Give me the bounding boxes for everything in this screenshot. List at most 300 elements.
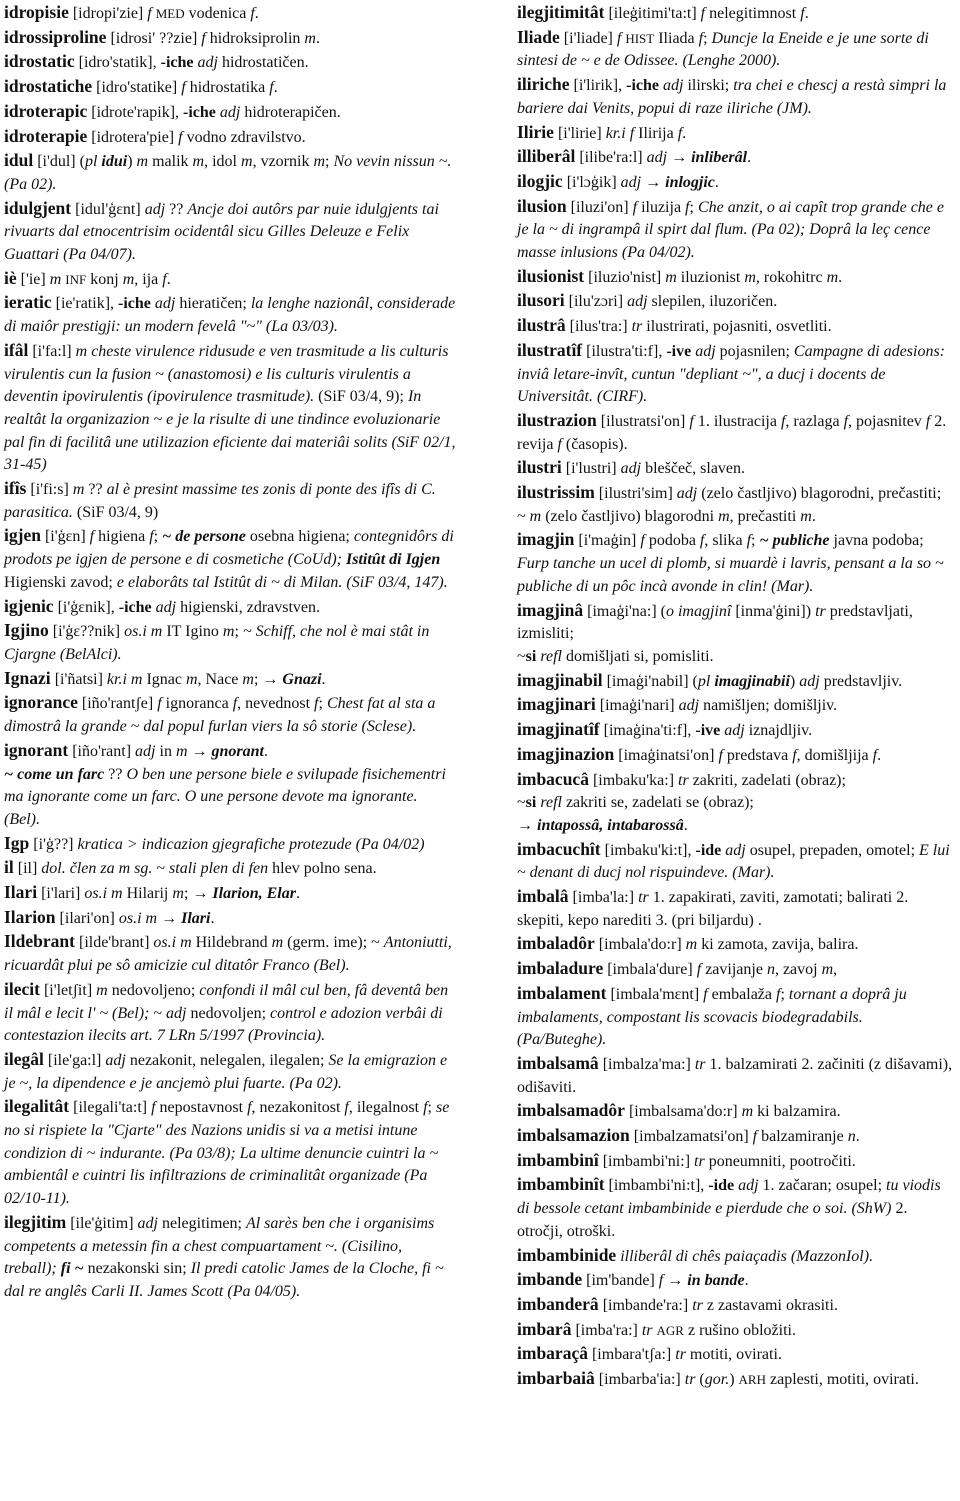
body-text: .	[273, 79, 278, 97]
headword: ilusori	[517, 290, 565, 311]
italic-text: adj	[155, 598, 177, 616]
headword: Ignazi	[4, 667, 51, 688]
italic-text: m	[241, 153, 253, 171]
italic-text: E lui ~ denant di ducj nol rispuindeve. (Mar).	[517, 841, 950, 882]
dictionary-entry	[517, 314, 955, 339]
italic-text: Furp tanche un ucel di plomb, si muardè i lavris, pensant a la so ~ publiche di un pôc incà avonde in clin! (Mar).	[517, 555, 944, 595]
body-text: malik	[148, 153, 193, 171]
body-text: .	[714, 173, 719, 191]
dictionary-entry	[4, 739, 456, 764]
body-text: .	[682, 124, 687, 142]
dictionary-entry	[4, 978, 456, 1048]
body-text: (SiF 03/4, 9)	[72, 503, 159, 521]
headword: Ilirie	[517, 121, 554, 142]
bold-italic-text: ~ de persone	[162, 528, 246, 546]
label-abbrev: MED	[155, 6, 185, 21]
italic-text: cheste virulence ridusude e ven trasmitude a lis culturis virulentis cun la fusion ~ (anastomosi) e lis culturis virulentis a deventin ipovirulentis (ipovirulence trasmitude).	[4, 342, 449, 406]
italic-text: adj	[137, 1214, 158, 1232]
bold-text: -iche	[626, 77, 660, 95]
body-text: ?	[95, 481, 107, 499]
body-text: →	[663, 1272, 688, 1290]
headword: imbaraçâ	[517, 1343, 588, 1364]
italic-text: Se la emigrazion e je ~, la dipendence e je ancjemò plui fuarte. (Pa 02).	[4, 1051, 448, 1092]
italic-text: f	[616, 29, 622, 47]
body-text: [ileģitimi'ta:t]	[604, 5, 701, 22]
bold-text: -iche	[160, 54, 194, 72]
body-text: ;	[689, 198, 698, 216]
body-text: vodenica	[184, 5, 251, 22]
italic-text: f	[149, 528, 154, 546]
body-text: iluzionist	[676, 268, 745, 286]
headword: ifîs	[4, 478, 27, 499]
body-text: ilustrirati, pojasniti, osvetliti.	[642, 318, 832, 336]
body-text: ['ie]	[16, 270, 50, 288]
dictionary-entry	[517, 1318, 955, 1343]
body-text: nedovoljeno;	[107, 981, 200, 999]
body-text: [imbaku'ki:t],	[600, 841, 696, 859]
body-text: predstava	[722, 746, 793, 764]
bold-italic-text: idui	[101, 153, 128, 171]
bold-text: -ive	[666, 342, 692, 360]
italic-text: f	[157, 695, 162, 713]
dictionary-entry	[517, 1268, 955, 1293]
body-text: .	[321, 670, 326, 688]
italic-text: f	[181, 79, 186, 97]
body-text: 2. otročji, otroški.	[517, 1200, 908, 1240]
italic-text: adj	[724, 722, 745, 740]
body-text: ;	[325, 153, 334, 171]
body-text: [ilde'brant]	[74, 934, 154, 952]
italic-text: f	[925, 412, 931, 430]
body-text: →	[667, 149, 692, 167]
body-text: [il]	[13, 860, 42, 878]
dictionary-entry	[517, 1052, 955, 1099]
headword: imbambinide	[517, 1244, 617, 1265]
body-text: ~	[149, 1004, 167, 1022]
body-text: [i'lirik],	[569, 77, 627, 95]
body-text: [imbala'do:r]	[594, 936, 686, 954]
italic-text: m	[304, 29, 316, 47]
body-text: .	[747, 149, 752, 167]
body-text: , ija	[134, 270, 163, 288]
body-text: zavijanje	[701, 961, 767, 979]
body-text: )	[729, 1371, 739, 1389]
body-text: embalaža	[707, 985, 776, 1003]
bold-italic-text: inliberâl	[691, 149, 748, 167]
dictionary-entry	[4, 291, 456, 338]
body-text: [i'dul] (	[33, 153, 85, 171]
bold-italic-text: Ilari	[181, 909, 211, 927]
body-text: ?zie]	[166, 29, 202, 47]
bold-text: -ide	[695, 841, 722, 859]
dictionary-entry	[517, 73, 955, 120]
body-text: [idro'statike]	[92, 79, 182, 97]
body-text: .	[254, 5, 259, 22]
italic-text: adj	[135, 742, 156, 760]
body-text: 1. zapakirati, zaviti, zamotati; balirati 2. skepiti, kepo narediti 3. (pri biljardu) .	[517, 889, 909, 929]
body-text: Hilarij	[122, 885, 173, 903]
dictionary-entry	[517, 409, 955, 456]
body-text: ;	[318, 695, 327, 713]
italic-text: f	[423, 1099, 428, 1117]
dictionary-entry	[4, 930, 456, 977]
italic-text: refl	[540, 794, 562, 812]
headword: igjenic	[4, 595, 54, 616]
italic-text: m	[75, 342, 88, 360]
bold-italic-text: in bande	[687, 1272, 745, 1290]
headword: idropisie	[4, 2, 69, 22]
bold-italic-text: fi ~	[60, 1260, 84, 1278]
body-text: ~	[152, 860, 170, 878]
body-text: [i'ģɛ?	[48, 623, 88, 641]
italic-text: f	[162, 270, 167, 288]
italic-text: kr.i f	[605, 124, 635, 142]
italic-text: adj	[725, 841, 746, 859]
body-text: .	[683, 816, 688, 834]
dictionary-entry	[4, 856, 456, 881]
italic-text: m	[175, 742, 188, 760]
headword: Ildebrant	[4, 931, 75, 952]
headword: imbalsamazion	[517, 1125, 630, 1146]
body-text: ;	[703, 29, 712, 47]
body-text: [ilustratsi'on]	[596, 412, 690, 430]
italic-text: f	[178, 128, 183, 146]
bold-italic-text: intapossâ, intabarossâ	[537, 816, 684, 834]
italic-text: f	[247, 1099, 252, 1117]
italic-text: tr	[694, 1055, 706, 1073]
italic-text: gor.	[704, 1371, 730, 1389]
dictionary-entry	[4, 26, 456, 51]
italic-text: Antoniutti, ricuardât plui pe sô amicizie cul ditatôr Franco (Bel).	[4, 934, 452, 975]
body-text: konj	[86, 270, 123, 288]
italic-text: f	[151, 1099, 156, 1117]
label-abbrev: HIST	[625, 30, 655, 46]
bold-italic-text: Ilarion, Elar	[212, 885, 296, 903]
body-text: ;	[234, 623, 243, 641]
headword: idroterapie	[4, 125, 88, 146]
body-text: (SiF 03/4, 9);	[314, 388, 408, 406]
italic-text: al è presint massime tes zonis di ponte des ifîs di C. parasitica.	[4, 481, 436, 521]
body-text: motiti, ovirati.	[685, 1346, 782, 1364]
body-text: pojasnilen;	[715, 342, 794, 360]
italic-text: m	[49, 270, 62, 288]
dictionary-entry	[517, 885, 955, 932]
body-text: Hildebrand	[191, 934, 272, 952]
body-text: predstavljiv.	[819, 672, 903, 690]
italic-text: f	[843, 412, 849, 430]
body-text: [ilegali'ta:t]	[69, 1099, 152, 1117]
italic-text: f	[147, 5, 152, 22]
italic-text: tra chei e chescj a restà simpri la bariere dai Venits, popui di raze iliriche (JM).	[517, 77, 947, 117]
headword: illiberâl	[517, 146, 576, 167]
body-text: ?	[104, 765, 116, 783]
body-text: higienski, zdravstven.	[176, 598, 321, 616]
right-column	[517, 1, 955, 1392]
body-text: [ie'ratik],	[51, 295, 119, 313]
body-text: nezakonit, nelegalen, ilegalen;	[125, 1051, 329, 1069]
dictionary-entry	[4, 149, 456, 196]
body-text: ~	[517, 507, 530, 525]
italic-text: adj	[646, 149, 668, 167]
italic-text: m	[741, 1103, 754, 1121]
dictionary-entry	[517, 743, 955, 768]
body-text: [imaģinatsi'on]	[614, 746, 719, 764]
dictionary-entry	[517, 932, 955, 957]
headword: il	[4, 857, 14, 878]
headword: iè	[4, 267, 17, 288]
body-text: [imbambi'ni:]	[598, 1152, 695, 1170]
body-text: [i'ģ?	[29, 835, 62, 853]
headword: idroterapic	[4, 100, 88, 121]
italic-text: m	[122, 270, 135, 288]
italic-text: m	[800, 507, 812, 525]
italic-text: f	[699, 532, 705, 550]
headword: idulgjent	[4, 197, 72, 218]
italic-text: tornant a doprâ ju imbalaments, compostant lis scovacis biodegradabils. (Pa/Buteghe).	[517, 985, 907, 1049]
italic-text: adj	[627, 293, 648, 311]
italic-text: se no si rispiete la "Cjarte" des Nazions unidis si va a metisi intune condizion di ~ indurante. (Pa 03/8); La ultime denuncie cuintri la ~ ambientâl e cuintri lis infiltrazions de criminalitât organizade (Pa 02/10-11).	[4, 1099, 450, 1208]
italic-text: tu viodis di bessole cetant imbambinide e pierdude che o soi. (ShW)	[517, 1177, 941, 1218]
italic-text: m	[821, 961, 834, 979]
italic-text: Che anzit, o ai capît trop grande che e je la ~ di ingrampâ il spirt dal flum. (Pa 02); Doprâ la leç cence masse inlusions (Pa 04/02).	[517, 198, 944, 262]
body-text: , prečastiti	[729, 507, 801, 525]
italic-text: os.i m	[124, 623, 163, 641]
label-abbrev: INF	[65, 271, 87, 287]
bold-text: -ide	[708, 1177, 735, 1195]
headword: ilusionist	[517, 265, 585, 286]
body-text: ki balzamira.	[753, 1103, 841, 1121]
dictionary-entry	[517, 718, 955, 743]
dictionary-entry	[517, 339, 955, 409]
body-text: [imbalsama'do:r]	[624, 1103, 742, 1121]
italic-text: adj	[105, 1051, 126, 1069]
body-text: .	[877, 746, 882, 764]
dictionary-entry	[517, 121, 955, 146]
italic-text: m	[72, 481, 85, 499]
italic-text: tr	[638, 889, 649, 907]
italic-text: f	[232, 695, 238, 713]
italic-text: adj	[678, 697, 700, 715]
headword: ifâl	[4, 339, 29, 360]
bold-text: -iche	[118, 295, 151, 313]
headword: imbanderâ	[517, 1293, 599, 1314]
body-text: [ilu'zɔri]	[564, 293, 628, 311]
headword: imbacuchît	[517, 838, 601, 859]
italic-text: o imagjinî	[665, 602, 732, 620]
body-text: Higienski zavod;	[4, 573, 117, 591]
dictionary-entry	[4, 75, 456, 100]
body-text: domišljati si, pomisliti.	[561, 647, 714, 665]
italic-text: refl	[540, 647, 562, 665]
body-text: nepostavnost	[155, 1099, 248, 1117]
italic-text: adj	[197, 54, 218, 72]
italic-text: f	[872, 746, 878, 764]
body-text: [i'lari]	[37, 885, 85, 903]
body-text: [imbande'ra:]	[598, 1296, 693, 1314]
body-text: zakriti, zadelati (obraz);	[688, 771, 846, 789]
body-text: [ilibe'ra:l]	[575, 149, 647, 167]
body-text: [iluzio'nist]	[584, 268, 666, 286]
body-text: [imaģi'na:] (	[583, 602, 666, 620]
body-text: [idro'statik],	[74, 54, 161, 72]
dictionary-entry	[517, 1367, 955, 1392]
body-text: [im'bande]	[582, 1272, 659, 1290]
body-text: hlev polno sena.	[268, 860, 377, 878]
body-text: ilirski;	[683, 77, 734, 95]
body-text: [imaģi'nabil] (	[602, 672, 698, 690]
dictionary-entry	[517, 599, 955, 646]
body-text: hidrostatika	[185, 79, 270, 97]
headword: imbaladure	[517, 958, 604, 979]
headword: imbambinît	[517, 1174, 605, 1195]
body-text: (zelo častljivo) blagorodni	[541, 507, 719, 525]
body-text: Ilirija	[634, 124, 678, 142]
body-text: Iliada	[654, 29, 699, 47]
dictionary-entry	[4, 50, 456, 75]
italic-text: Chest fat al sta a dimostrâ la grande ~ dal popul furlan viers la sô storie (Sclese).	[4, 695, 436, 736]
italic-text: f	[780, 412, 786, 430]
italic-text: adj	[799, 672, 820, 690]
italic-text: f	[632, 198, 638, 216]
body-text: predstavljati, izmisliti;	[517, 602, 913, 643]
italic-text: m	[242, 670, 254, 688]
headword: imbarbaiâ	[517, 1368, 595, 1389]
dictionary-entry	[517, 1124, 955, 1149]
italic-text: kr.i m	[106, 670, 143, 688]
body-text: [idrosi' ?	[106, 29, 167, 47]
headword: imagjinatîf	[517, 719, 600, 740]
body-text: ?	[176, 200, 188, 218]
body-text: hieratičen;	[175, 295, 251, 313]
dictionary-entry	[4, 881, 456, 906]
italic-text: f	[792, 746, 797, 764]
italic-text: stali plen di fen	[169, 860, 269, 878]
body-text: z zastavami okrasiti.	[702, 1296, 838, 1314]
body-text: )	[127, 153, 137, 171]
italic-text: ~ Schiff, che nol è mai stât in Cjargne (BelAlci).	[4, 623, 430, 663]
body-text: [imba'ra:]	[571, 1321, 642, 1339]
italic-text: f	[557, 435, 562, 453]
body-text: hidroksiprolin	[205, 29, 305, 47]
headword: Ilarion	[4, 906, 56, 927]
italic-text: f	[800, 5, 805, 22]
headword: imagjinâ	[517, 599, 584, 620]
body-text: ?]	[61, 835, 78, 853]
dictionary-entry	[517, 528, 955, 598]
italic-text: pl	[697, 672, 715, 690]
body-text: [i'maģin]	[574, 532, 641, 550]
body-text: in	[155, 742, 176, 760]
body-text: [ile'ga:l]	[43, 1051, 106, 1069]
dictionary-entry	[4, 197, 456, 267]
italic-text: confondi il mâl cul ben, fâ deventâ ben il mâl e lecit l' ~ (Bel);	[4, 981, 449, 1022]
italic-text: In realtât la organizazion ~ e je la risulte di une tindince evoluzionarie pal fin di facilitâ une utilizazion eficiente dai materiâi solits (SiF 02/1, 31-45)	[4, 388, 456, 474]
body-text: ?nik]	[87, 623, 125, 641]
headword: ilustratîf	[517, 339, 583, 360]
italic-text: adj	[620, 173, 642, 191]
italic-text: adj	[695, 342, 716, 360]
body-text: osupel, prepaden, omotel;	[745, 841, 920, 859]
dictionary-entry	[4, 125, 456, 150]
headword: imbalsamadôr	[517, 1100, 625, 1121]
body-text: ;	[427, 1099, 436, 1117]
body-text: [i'liade]	[559, 29, 617, 47]
body-text: nedovoljen;	[186, 1004, 271, 1022]
italic-text: m	[96, 981, 108, 999]
italic-text: tr	[675, 1346, 686, 1364]
dictionary-entry	[517, 26, 955, 73]
italic-text: tr	[694, 1152, 705, 1170]
body-text: [idrotera'pie]	[87, 128, 179, 146]
headword: imbalsamâ	[517, 1052, 599, 1073]
dictionary-entry	[517, 1173, 955, 1243]
body-text: .	[744, 1272, 749, 1290]
body-text: [ilustri'sim]	[594, 485, 677, 503]
body-text: →	[157, 909, 182, 927]
dictionary-entry	[517, 1, 955, 26]
body-text: iznajdljiv.	[744, 722, 813, 740]
dictionary-entry	[517, 456, 955, 481]
body-text: namišljen; domišljiv.	[699, 697, 838, 715]
headword: ilegâl	[4, 1048, 44, 1069]
headword: imbande	[517, 1269, 583, 1290]
italic-text: tr	[631, 318, 643, 336]
italic-text: f	[250, 5, 255, 22]
italic-text: m	[271, 934, 284, 952]
italic-text: adj	[676, 485, 698, 503]
body-text: .	[811, 507, 816, 525]
dictionary-entry	[4, 1211, 456, 1304]
italic-text: m	[222, 623, 235, 641]
body-text: [i'lustri]	[561, 460, 621, 478]
body-text: [ilus'tra:]	[565, 318, 632, 336]
dictionary-entry	[517, 506, 955, 529]
headword: ilecit	[4, 978, 40, 999]
headword: Ilari	[4, 882, 38, 903]
body-text: [imbala'dure]	[603, 961, 697, 979]
body-text: [i'ģɛnik],	[53, 598, 119, 616]
body-text: [iño'rant]	[68, 742, 136, 760]
body-text: [ile'ģitim]	[66, 1214, 138, 1232]
italic-text: f	[752, 1128, 758, 1146]
body-text: balzamiranje	[757, 1128, 848, 1146]
body-text: ?	[84, 481, 96, 499]
headword: ilustrazion	[517, 409, 597, 430]
italic-text: tr	[815, 602, 826, 620]
dictionary-entry	[4, 832, 456, 857]
body-text: [i'fi:s]	[26, 481, 73, 499]
body-text: iluzija	[637, 198, 686, 216]
italic-text: contegnidôrs di prodots pe igjen de persone e di cosmetiche (CoUd);	[4, 528, 454, 569]
headword: idul	[4, 150, 34, 171]
bold-text: -iche	[183, 103, 216, 121]
italic-text: m	[185, 670, 198, 688]
body-text: hidrostatičen.	[217, 54, 309, 72]
body-text: , razlaga	[785, 412, 844, 430]
body-text: , nevednost	[237, 695, 315, 713]
body-text: bleščeč, slaven.	[641, 460, 746, 478]
italic-text: f	[314, 695, 319, 713]
body-text: ; →	[253, 670, 283, 688]
dictionary-entry	[4, 1095, 456, 1211]
italic-text: m	[172, 885, 184, 903]
dictionary-entry	[4, 524, 456, 594]
body-text: 1. balzamirati 2. začiniti (z dišavami), odišaviti.	[517, 1055, 953, 1096]
headword: ilustri	[517, 457, 562, 478]
body-text: [i'ģɛn]	[40, 528, 90, 546]
body-text: , nezakonitost	[251, 1099, 345, 1117]
body-text: .	[210, 909, 215, 927]
